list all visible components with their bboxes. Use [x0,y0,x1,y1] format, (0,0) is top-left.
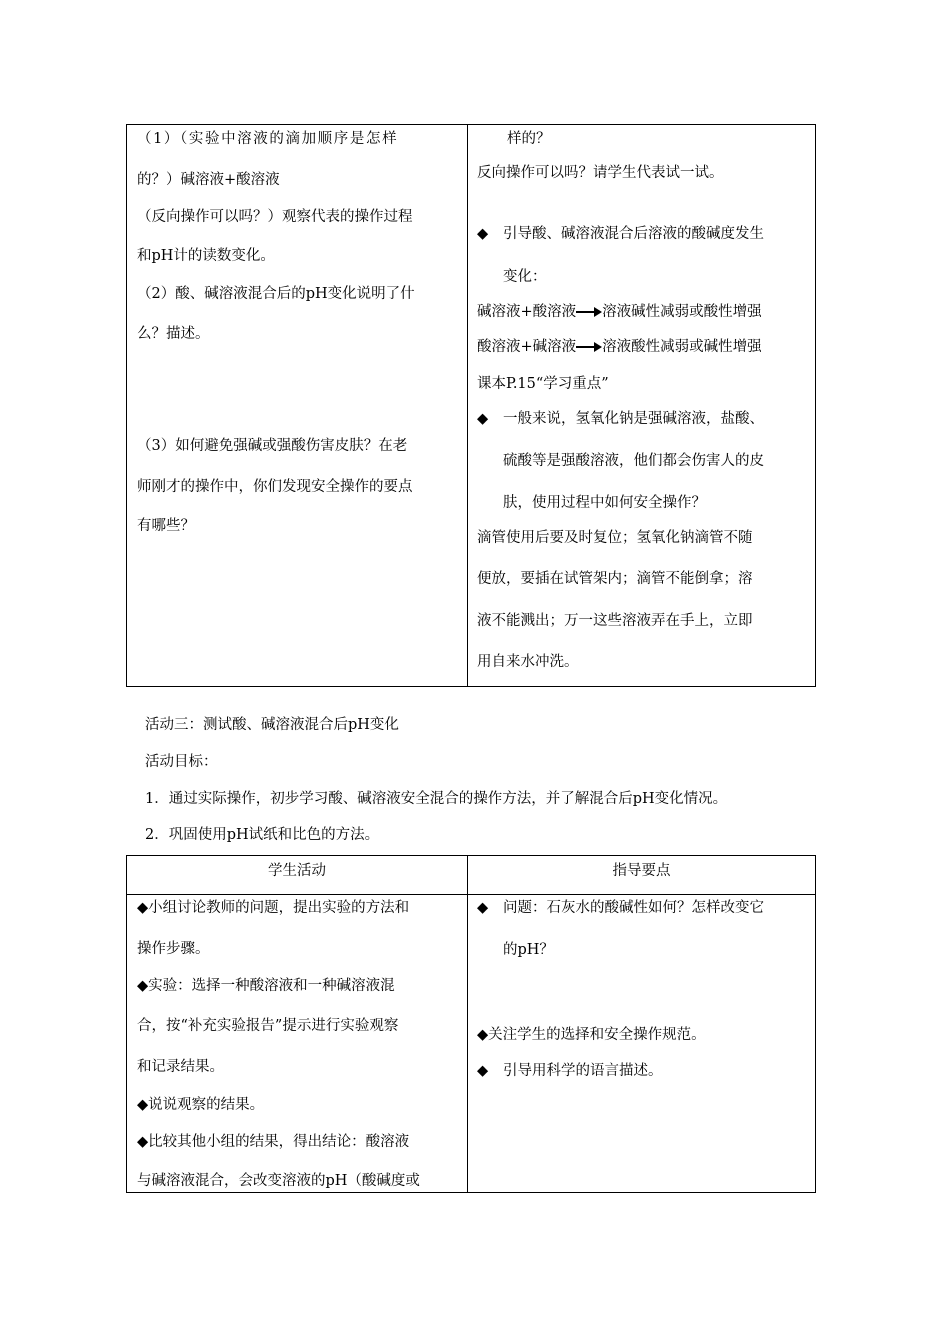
diamond-bullet-icon: ◆ [477,1063,489,1079]
text-line: 么？描述。 [137,326,210,342]
bullet-line [477,898,764,918]
text-line: 和记录结果。 [137,1059,224,1075]
bullet-line [477,409,764,429]
equation-left: 酸溶液+碱溶液 [477,339,577,355]
activity-goal-label: 活动目标： [145,754,218,770]
text-line: 用自来水冲洗。 [477,654,579,670]
text-line: （反向操作可以吗？）观察代表的操作过程 [137,209,413,225]
text-line: 有哪些？ [137,518,195,534]
text-line: ◆说说观察的结果。 [137,1097,265,1113]
bullet-text: 一般来说，氢氧化钠是强碱溶液，盐酸、 [503,411,764,427]
table-2 [126,855,816,1193]
text-line: 硫酸等是强酸溶液，他们都会伤害人的皮 [503,453,764,469]
text-line: ◆实验：选择一种酸溶液和一种碱溶液混 [137,978,395,994]
text-line: 样的？ [507,131,551,147]
text-line: 课本P.15“学习重点” [477,376,609,392]
text-line: （2）酸、碱溶液混合后的pH变化说明了什 [137,286,415,302]
text-line: （3）如何避免强碱或强酸伤害皮肤？在老 [137,438,408,454]
text-line: ◆小组讨论教师的问题，提出实验的方法和 [137,900,410,916]
activity-title: 活动三：测试酸、碱溶液混合后pH变化 [145,717,399,733]
text-line: 操作步骤。 [137,941,210,957]
text-line: （1）（实验中溶液的滴加顺序是怎样 [137,131,399,147]
bullet-text: 引导酸、碱溶液混合后溶液的酸碱度发生 [503,226,764,242]
bullet-text: 引导用科学的语言描述。 [503,1063,663,1079]
diamond-bullet-icon: ◆ [477,226,489,242]
table-1 [126,124,816,687]
column-header: 学生活动 [268,863,326,879]
column-header: 指导要点 [612,863,671,879]
text-line: 的？）碱溶液+酸溶液 [137,172,280,188]
text-line: 和pH计的读数变化。 [137,248,275,264]
text-line: ◆比较其他小组的结果，得出结论：酸溶液 [137,1134,410,1150]
diamond-bullet-icon: ◆ [477,900,489,916]
equation-line [477,337,762,357]
equation-line [477,302,762,322]
bullet-text: 问题：石灰水的酸碱性如何？怎样改变它 [503,900,764,916]
column-divider [467,125,468,686]
text-line: 便放，要插在试管架内；滴管不能倒拿；溶 [477,571,753,587]
column-divider [467,856,468,1192]
text-line: 的pH？ [503,942,554,958]
bullet-line [477,224,764,244]
text-line: 液不能溅出；万一这些溶液弄在手上，立即 [477,613,753,629]
equation-right: 溶液酸性减弱或碱性增强 [602,339,762,355]
text-line: 与碱溶液混合，会改变溶液的pH（酸碱度或 [137,1173,420,1189]
diamond-bullet-icon: ◆ [477,411,489,427]
text-line: 滴管使用后要及时复位；氢氧化钠滴管不随 [477,530,753,546]
text-line: 师刚才的操作中，你们发现安全操作的要点 [137,479,413,495]
arrow-right-icon [576,342,602,352]
header-divider [127,894,815,895]
text-line: 肤，使用过程中如何安全操作？ [503,495,706,511]
text-line: 反向操作可以吗？请学生代表试一试。 [477,165,724,181]
arrow-right-icon [576,307,602,317]
equation-right: 溶液碱性减弱或酸性增强 [602,304,762,320]
text-line: 合，按“补充实验报告”提示进行实验观察 [137,1018,399,1034]
text-line: ◆关注学生的选择和安全操作规范。 [477,1027,706,1043]
activity-goal-1: 1．通过实际操作，初步学习酸、碱溶液安全混合的操作方法，并了解混合后pH变化情况。 [145,791,728,807]
text-line: 变化： [503,269,547,285]
activity-goal-2: 2．巩固使用pH试纸和比色的方法。 [145,827,380,843]
bullet-line [477,1061,663,1081]
equation-left: 碱溶液+酸溶液 [477,304,577,320]
